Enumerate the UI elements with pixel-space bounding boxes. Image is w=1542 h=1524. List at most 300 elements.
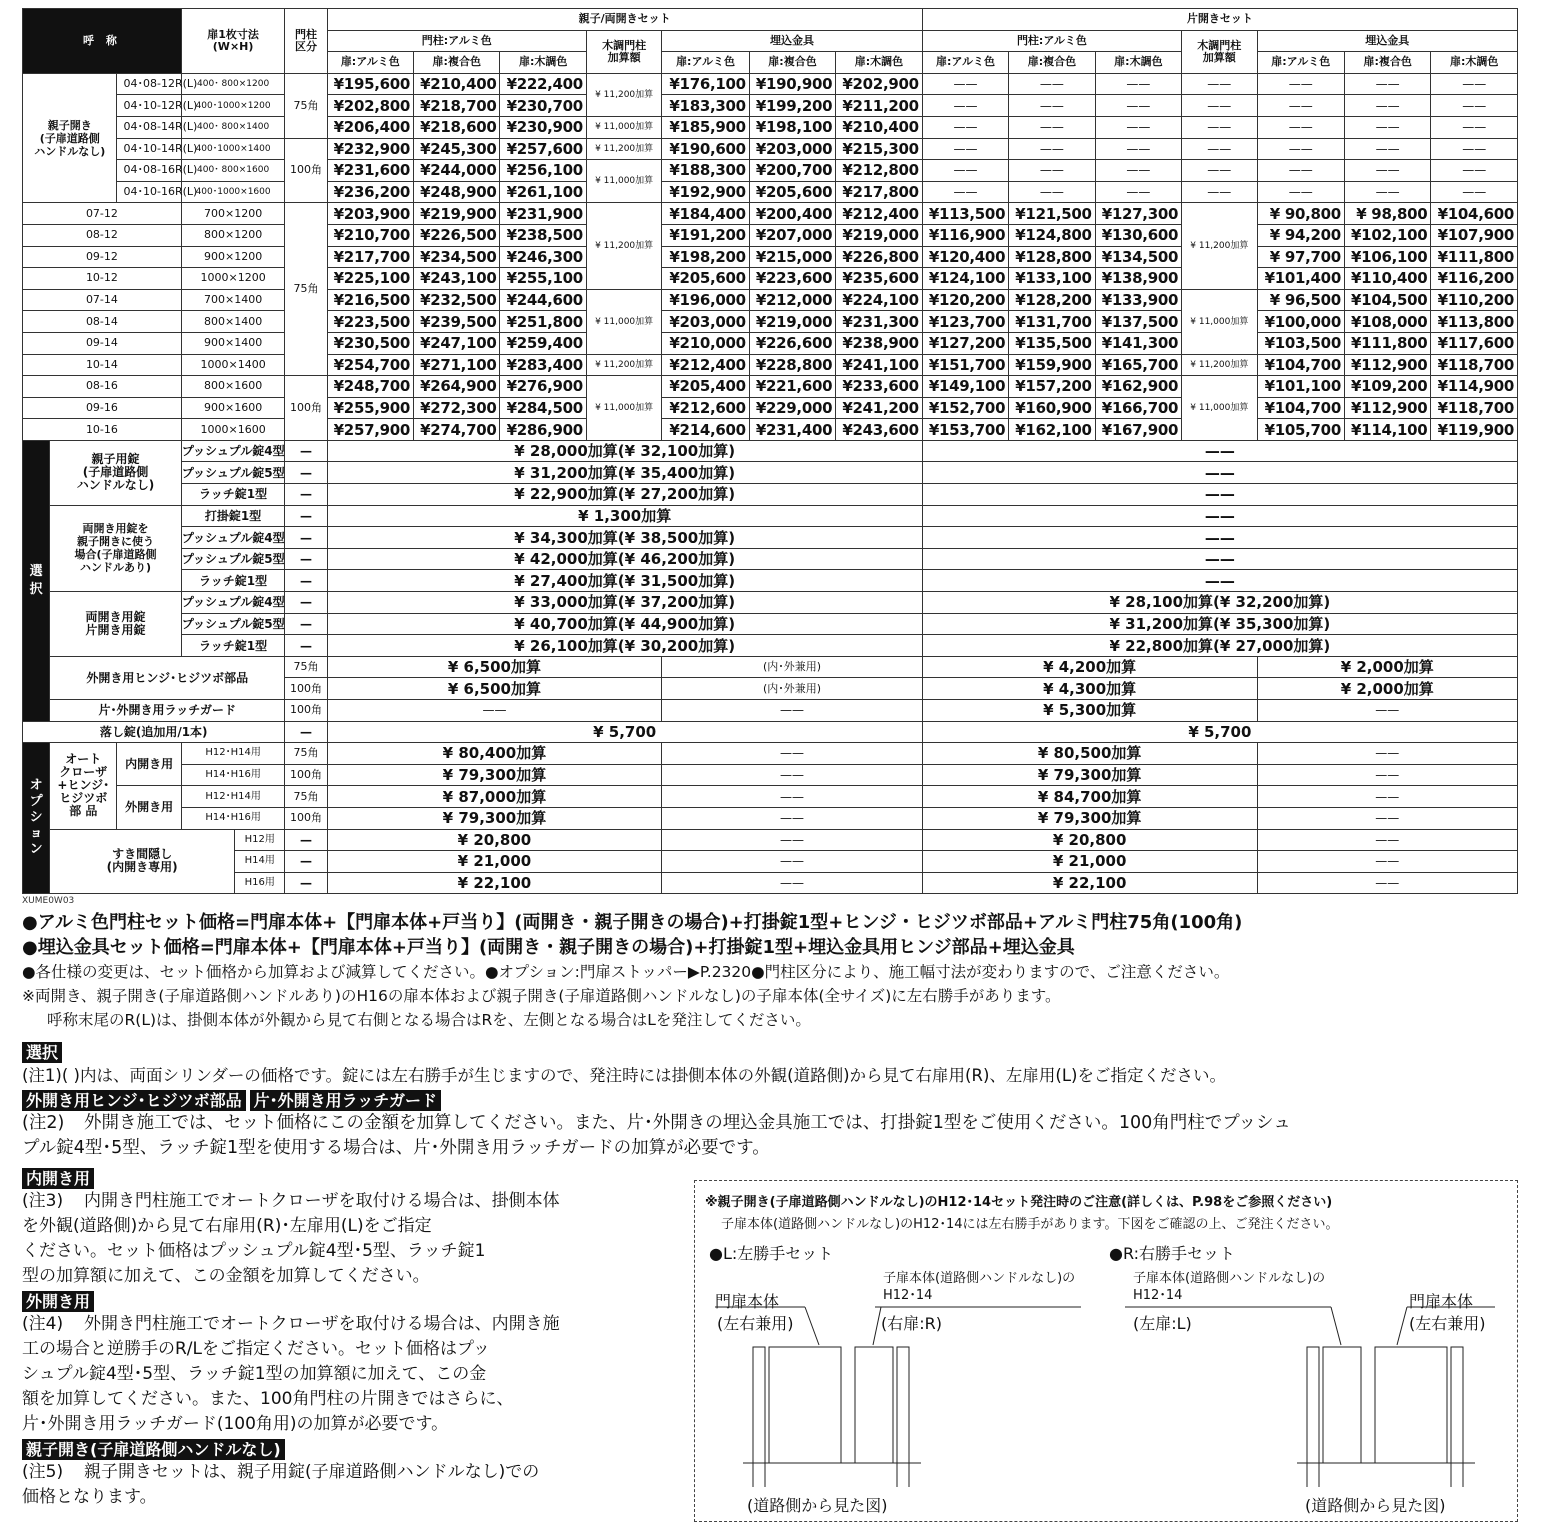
kata-price-alumi: ¥130,600	[1095, 224, 1181, 246]
wood-addon: ¥ 11,200加算	[586, 203, 661, 289]
kata-dash: ——	[1182, 116, 1257, 138]
post-mark: —	[285, 872, 327, 894]
price-alumi-post: ¥206,400	[327, 116, 413, 138]
drop-lock-label: 落し錠(追加用/1本)	[23, 721, 285, 743]
header-kata-group: 片開きセット	[922, 9, 1517, 31]
hinge-alumi-price: ¥ 6,500加算	[327, 656, 662, 678]
kata-price-embed: ¥112,900	[1344, 397, 1430, 419]
left-set-heading: ●L:左勝手セット	[709, 1244, 834, 1263]
table-row	[23, 851, 1518, 873]
price-alumi-post: ¥283,400	[500, 354, 586, 376]
kata-price-embed: ¥103,500	[1257, 332, 1344, 354]
door-size: 400･1000×1400	[181, 138, 285, 160]
option-kata-alumi-price: ¥ 79,300加算	[922, 807, 1257, 829]
kata-price-embed: ¥ 94,200	[1257, 224, 1344, 246]
note5-text-b: 価格となります。	[22, 1487, 157, 1507]
model-name: 04･08-16R(L)	[117, 160, 181, 182]
kata-price-alumi: ¥135,500	[1009, 332, 1095, 354]
option-embed: ——	[662, 807, 922, 829]
kata-dash: ——	[1182, 181, 1257, 203]
gate-drawings	[695, 1181, 1517, 1521]
kata-price-embed: ¥104,700	[1257, 354, 1344, 376]
table-row	[23, 829, 1518, 851]
left-child-side: (右扉:R)	[881, 1314, 942, 1333]
tag-inner: 内開き用	[22, 1168, 94, 1189]
price-embed: ¥212,400	[836, 203, 923, 225]
table-row	[23, 743, 1518, 765]
kata-dash: ——	[1009, 95, 1095, 117]
table-row	[23, 311, 1518, 333]
post-mark: —	[285, 851, 327, 873]
price-alumi-post: ¥248,900	[414, 181, 500, 203]
price-embed: ¥219,000	[836, 224, 923, 246]
table-row	[23, 548, 1518, 570]
price-alumi-post: ¥247,100	[414, 332, 500, 354]
price-alumi-post: ¥223,500	[327, 311, 413, 333]
oyako-lock-price: ¥ 28,000加算(¥ 32,100加算)	[327, 440, 922, 462]
price-alumi-post: ¥251,800	[500, 311, 586, 333]
kata-price-alumi: ¥162,900	[1095, 376, 1181, 398]
select-notes	[22, 1040, 1522, 1161]
kata-price-alumi: ¥121,500	[1009, 203, 1095, 225]
price-alumi-post: ¥255,900	[327, 397, 413, 419]
price-embed: ¥228,800	[749, 354, 835, 376]
kata-price-alumi: ¥133,100	[1009, 268, 1095, 290]
door-size: 1000×1600	[181, 419, 285, 441]
kata-dash: ——	[1344, 138, 1430, 160]
price-alumi-post: ¥236,200	[327, 181, 413, 203]
post-100: 100角	[285, 700, 327, 722]
price-embed: ¥231,400	[749, 419, 835, 441]
model-name: 10-16	[23, 419, 182, 441]
model-name: 07-12	[23, 203, 182, 225]
kata-dash: ——	[1344, 95, 1430, 117]
price-alumi-post: ¥234,500	[414, 246, 500, 268]
option-kata-alumi-price: ¥ 79,300加算	[922, 764, 1257, 786]
table-row	[23, 181, 1518, 203]
right-child-side: (左扉:L)	[1133, 1314, 1192, 1333]
price-alumi-post: ¥276,900	[500, 376, 586, 398]
price-alumi-post: ¥246,300	[500, 246, 586, 268]
kata-price-embed: ¥104,500	[1344, 289, 1430, 311]
table-row	[23, 354, 1518, 376]
right-child-h: H12･14	[1133, 1288, 1183, 1303]
kata-price-alumi: ¥124,100	[922, 268, 1008, 290]
price-embed: ¥205,600	[662, 268, 749, 290]
price-alumi-post: ¥259,400	[500, 332, 586, 354]
kata-dash: ——	[1095, 116, 1181, 138]
post-75: 75角	[285, 203, 327, 376]
kata-price-embed: ¥111,800	[1344, 332, 1430, 354]
table-row	[23, 721, 1518, 743]
table-row	[23, 9, 1518, 31]
latch-guard-label: 片･外開き用ラッチガード	[50, 700, 285, 722]
table-row	[23, 700, 1518, 722]
price-embed: ¥241,200	[836, 397, 923, 419]
kata-price-embed: ¥111,800	[1431, 246, 1518, 268]
option-gap-cover: すき間隠し (内開き専用)	[50, 829, 235, 894]
price-alumi-post: ¥230,900	[500, 116, 586, 138]
kata-dash: ——	[1182, 138, 1257, 160]
select-group-ryobiraki-kata: 両開き用錠 片開き用錠	[50, 592, 182, 657]
kata-dash: ——	[1344, 73, 1430, 95]
price-embed: ¥215,300	[836, 138, 923, 160]
post-mark: —	[285, 613, 327, 635]
note4-text-b: 工の場合と逆勝手のR/Lをご指定ください。セット価格はプッ	[22, 1339, 490, 1359]
wood-addon: ¥ 11,200加算	[586, 73, 661, 116]
kata-dash: ——	[1431, 95, 1518, 117]
kata-price-alumi: ¥152,700	[922, 397, 1008, 419]
kata-price-alumi: ¥120,400	[922, 246, 1008, 268]
header-color-c_moku: 扉:木調色	[836, 52, 923, 74]
kata-price-alumi: ¥120,200	[922, 289, 1008, 311]
price-embed: ¥203,000	[662, 311, 749, 333]
price-embed: ¥210,000	[662, 332, 749, 354]
note5-text-a: 親子開きセットは、親子用錠(子扉道路側ハンドルなし)での	[84, 1462, 540, 1482]
price-embed: ¥202,900	[836, 73, 923, 95]
kata-dash: ——	[1257, 138, 1344, 160]
table-row	[23, 138, 1518, 160]
price-alumi-post: ¥231,900	[500, 203, 586, 225]
kata-lock-price: ¥ 28,100加算(¥ 32,200加算)	[922, 592, 1517, 614]
diagram-title: ※親子開き(子扉道路側ハンドルなし)のH12･14セット発注時のご注意(詳しくは、P.98をご参照ください)	[705, 1195, 1333, 1210]
kata-dash: ——	[1009, 116, 1095, 138]
price-embed: ¥238,900	[836, 332, 923, 354]
wood-addon: ¥ 11,000加算	[586, 160, 661, 203]
option-kata-alumi-price: ¥ 84,700加算	[922, 786, 1257, 808]
option-autocloser: オート クローザ +ヒンジ･ ヒジツボ 部 品	[50, 743, 117, 829]
header-color-c_alumi: 扉:アルミ色	[922, 52, 1008, 74]
kata-price-alumi: ¥160,900	[1009, 397, 1095, 419]
price-alumi-post: ¥218,700	[414, 95, 500, 117]
kata-price-embed: ¥112,900	[1344, 354, 1430, 376]
post-mark: 75角	[285, 786, 327, 808]
kata-dash: ——	[1431, 138, 1518, 160]
kata-dash: ——	[1257, 181, 1344, 203]
post-mark: —	[285, 548, 327, 570]
price-table	[22, 8, 1518, 894]
option-kata-embed: ——	[1257, 851, 1518, 873]
kata-price-alumi: ¥124,800	[1009, 224, 1095, 246]
header-size: 扉1枚寸法 (W×H)	[181, 9, 285, 74]
note5-number: (注5)	[22, 1462, 64, 1482]
post-mark: 100角	[285, 764, 327, 786]
table-row	[23, 592, 1518, 614]
left-main-label: 門扉本体	[715, 1292, 780, 1311]
price-embed: ¥235,600	[836, 268, 923, 290]
header-post: 門柱 区分	[285, 9, 327, 74]
door-size: 400･1000×1600	[181, 181, 285, 203]
post-mark: —	[285, 721, 327, 743]
kata-dash: ——	[1344, 181, 1430, 203]
wood-addon: ¥ 11,200加算	[586, 138, 661, 160]
post-mark: —	[285, 484, 327, 506]
table-row	[23, 635, 1518, 657]
price-embed: ¥207,000	[749, 224, 835, 246]
door-size: 800×1400	[181, 311, 285, 333]
left-child-label: 子扉本体(道路側ハンドルなし)の	[883, 1271, 1076, 1286]
kata-price-embed: ¥105,700	[1257, 419, 1344, 441]
door-size: 900×1600	[181, 397, 285, 419]
wood-addon: ¥ 11,000加算	[586, 289, 661, 354]
model-name: 04･08-14R(L)	[117, 116, 181, 138]
kata-dash: ——	[1009, 138, 1095, 160]
price-alumi-post: ¥219,900	[414, 203, 500, 225]
note4-number: (注4)	[22, 1314, 64, 1334]
post-mark: —	[285, 462, 327, 484]
latch-kata-embed: ——	[1257, 700, 1518, 722]
table-row	[23, 397, 1518, 419]
note-embed-set: ●埋込金具セット価格=門扉本体+【門扉本体+戸当り】(両開き・親子開きの場合)+打掛錠1型+埋込金具用ヒンジ部品+埋込金具	[22, 937, 1075, 958]
price-embed: ¥241,100	[836, 354, 923, 376]
price-embed: ¥192,900	[662, 181, 749, 203]
price-alumi-post: ¥257,600	[500, 138, 586, 160]
price-alumi-post: ¥216,500	[327, 289, 413, 311]
kata-price-alumi: ¥141,300	[1095, 332, 1181, 354]
price-embed: ¥196,000	[662, 289, 749, 311]
kata-dash: ——	[1431, 181, 1518, 203]
post-100: 100角	[285, 678, 327, 700]
option-kata-embed: ——	[1257, 829, 1518, 851]
right-main-sub: (左右兼用)	[1409, 1314, 1486, 1333]
price-embed: ¥210,400	[836, 116, 923, 138]
note3-text-d: 型の加算額に加えて、この金額を加算してください。	[22, 1266, 430, 1286]
table-row	[23, 224, 1518, 246]
kata-lock-price: ——	[922, 440, 1517, 462]
oyako-lock-price: ¥ 31,200加算(¥ 35,400加算)	[327, 462, 922, 484]
handedness-diagram-box	[694, 1180, 1518, 1522]
lock-type: ラッチ錠1型	[181, 635, 285, 657]
model-name: 10-12	[23, 268, 182, 290]
left-caption: (道路側から見た図)	[747, 1496, 888, 1515]
price-alumi-post: ¥230,500	[327, 332, 413, 354]
price-embed: ¥212,800	[836, 160, 923, 182]
option-kata-embed: ——	[1257, 764, 1518, 786]
kata-price-embed: ¥102,100	[1344, 224, 1430, 246]
kata-price-embed: ¥119,900	[1431, 419, 1518, 441]
price-embed: ¥190,900	[749, 73, 835, 95]
option-sub: H16用	[235, 872, 285, 894]
oyako-block-label: 親子開き (子扉道路側 ハンドルなし)	[23, 73, 117, 203]
price-alumi-post: ¥230,700	[500, 95, 586, 117]
lock-type: ラッチ錠1型	[181, 484, 285, 506]
table-row	[23, 376, 1518, 398]
option-alumi-price: ¥ 22,100	[327, 872, 662, 894]
price-embed: ¥229,000	[749, 397, 835, 419]
model-name: 04･10-16R(L)	[117, 181, 181, 203]
door-size: 800×1200	[181, 224, 285, 246]
option-kata-embed: ——	[1257, 743, 1518, 765]
post-mark: —	[285, 527, 327, 549]
wood-addon: ¥ 11,200加算	[586, 354, 661, 376]
table-row	[23, 95, 1518, 117]
kata-hinge-embed-price: ¥ 2,000加算	[1257, 678, 1518, 700]
tag-latch: 片･外開き用ラッチガード	[250, 1090, 441, 1111]
kata-lock-price: ——	[922, 548, 1517, 570]
model-name: 04･08-12R(L)	[117, 73, 181, 95]
price-embed: ¥212,000	[749, 289, 835, 311]
header-color-c_fukugo: 扉:複合色	[414, 52, 500, 74]
kata-price-embed: ¥106,100	[1344, 246, 1430, 268]
kata-price-alumi: ¥128,200	[1009, 289, 1095, 311]
kata-price-embed: ¥117,600	[1431, 332, 1518, 354]
kata-price-alumi: ¥165,700	[1095, 354, 1181, 376]
lock-type: プッシュプル錠4型	[181, 592, 285, 614]
option-kata-alumi-price: ¥ 22,100	[922, 872, 1257, 894]
kata-price-embed: ¥118,700	[1431, 354, 1518, 376]
post-75: 75角	[285, 73, 327, 138]
option-sub: H12･H14用	[181, 786, 285, 808]
post-mark: —	[285, 505, 327, 527]
kata-price-alumi: ¥131,700	[1009, 311, 1095, 333]
note4-text-a: 外開き門柱施工でオートクローザを取付ける場合は、内開き施	[84, 1314, 560, 1334]
header-color-c_fukugo: 扉:複合色	[749, 52, 835, 74]
oyako-lock-price: ¥ 27,400加算(¥ 31,500加算)	[327, 570, 922, 592]
door-size: 1000×1400	[181, 354, 285, 376]
kata-wood-addon: ¥ 11,200加算	[1182, 203, 1257, 289]
lock-type: プッシュプル錠5型	[181, 548, 285, 570]
kata-price-embed: ¥ 98,800	[1344, 203, 1430, 225]
tag-oyako: 親子開き(子扉道路側ハンドルなし)	[22, 1439, 285, 1460]
model-name: 09-16	[23, 397, 182, 419]
kata-price-alumi: ¥134,500	[1095, 246, 1181, 268]
kata-hinge-alumi-price: ¥ 4,300加算	[922, 678, 1257, 700]
select-group-oyako: 親子用錠 (子扉道路側 ハンドルなし)	[50, 440, 182, 505]
model-name: 08-16	[23, 376, 182, 398]
price-embed: ¥221,600	[749, 376, 835, 398]
price-alumi-post: ¥226,500	[414, 224, 500, 246]
kata-price-alumi: ¥133,900	[1095, 289, 1181, 311]
table-row	[23, 73, 1518, 95]
price-alumi-post: ¥284,500	[500, 397, 586, 419]
model-name: 08-12	[23, 224, 182, 246]
option-alumi-price: ¥ 79,300加算	[327, 807, 662, 829]
price-embed: ¥199,200	[749, 95, 835, 117]
table-row	[23, 527, 1518, 549]
kata-price-embed: ¥108,000	[1344, 311, 1430, 333]
post-100: 100角	[285, 138, 327, 203]
kata-price-embed: ¥110,400	[1344, 268, 1430, 290]
table-row	[23, 268, 1518, 290]
door-size: 700×1200	[181, 203, 285, 225]
oyako-lock-price: ¥ 42,000加算(¥ 46,200加算)	[327, 548, 922, 570]
oyako-lock-price: ¥ 40,700加算(¥ 44,900加算)	[327, 613, 922, 635]
kata-price-alumi: ¥137,500	[1095, 311, 1181, 333]
note3-text-a: 内開き門柱施工でオートクローザを取付ける場合は、掛側本体	[84, 1191, 560, 1211]
note2-number: (注2)	[22, 1113, 65, 1133]
kata-price-embed: ¥101,100	[1257, 376, 1344, 398]
option-alumi-price: ¥ 87,000加算	[327, 786, 662, 808]
kata-price-embed: ¥101,400	[1257, 268, 1344, 290]
table-row	[23, 505, 1518, 527]
option-kata-embed: ——	[1257, 807, 1518, 829]
hinge-embed-note: (内･外兼用)	[662, 656, 922, 678]
formula-notes	[22, 910, 1522, 1032]
kata-price-alumi: ¥162,100	[1009, 419, 1095, 441]
kata-lock-price: ——	[922, 505, 1517, 527]
kata-lock-price: ——	[922, 462, 1517, 484]
kata-price-embed: ¥104,600	[1431, 203, 1518, 225]
table-row	[23, 203, 1518, 225]
post-100: 100角	[285, 376, 327, 441]
price-embed: ¥183,300	[662, 95, 749, 117]
price-alumi-post: ¥243,100	[414, 268, 500, 290]
door-size: 400･1000×1200	[181, 95, 285, 117]
option-sub: H14･H16用	[181, 764, 285, 786]
note-spec-change: ●各仕様の変更は、セット価格から加算および減算してください。●オプション:門扉ストッパー▶P.2320●門柱区分により、施工幅寸法が変わりますので、ご注意ください。	[22, 963, 1230, 981]
note4-text-e: 片･外開き用ラッチガード(100角用)の加算が必要です。	[22, 1414, 449, 1434]
header-oyako-group: 親子/両開きセット	[327, 9, 922, 31]
price-embed: ¥191,200	[662, 224, 749, 246]
table-row	[23, 116, 1518, 138]
latch-embed: ——	[662, 700, 922, 722]
price-alumi-post: ¥195,600	[327, 73, 413, 95]
header-kata-embed: 埋込金具	[1257, 30, 1518, 52]
kata-price-alumi: ¥157,200	[1009, 376, 1095, 398]
note4-text-d: 額を加算してください。また、100角門柱の片開きではさらに、	[22, 1389, 514, 1409]
kata-drop-lock-price: ¥ 5,700	[922, 721, 1517, 743]
price-alumi-post: ¥232,900	[327, 138, 413, 160]
post-mark: —	[285, 570, 327, 592]
kata-dash: ——	[1095, 160, 1181, 182]
price-alumi-post: ¥256,100	[500, 160, 586, 182]
diagram-subtitle: 子扉本体(道路側ハンドルなし)のH12･14には左右勝手があります。下図をご確認の上、ご発注ください。	[721, 1217, 1339, 1232]
model-name: 04･10-14R(L)	[117, 138, 181, 160]
table-row	[23, 570, 1518, 592]
option-alumi-price: ¥ 80,400加算	[327, 743, 662, 765]
kata-price-embed: ¥ 96,500	[1257, 289, 1344, 311]
kata-dash: ——	[1257, 73, 1344, 95]
drop-lock-price: ¥ 5,700	[327, 721, 922, 743]
post-75: 75角	[285, 656, 327, 678]
table-row	[23, 160, 1518, 182]
kata-dash: ——	[922, 95, 1008, 117]
price-embed: ¥212,400	[662, 354, 749, 376]
kata-dash: ——	[1009, 73, 1095, 95]
header-kata-wood-post: 木調門柱 加算額	[1182, 30, 1257, 73]
price-alumi-post: ¥245,300	[414, 138, 500, 160]
price-embed: ¥203,000	[749, 138, 835, 160]
oyako-lock-price: ¥ 1,300加算	[327, 505, 922, 527]
kata-dash: ——	[1095, 138, 1181, 160]
table-row	[23, 440, 1518, 462]
kata-dash: ——	[1344, 116, 1430, 138]
option-kata-embed: ——	[1257, 786, 1518, 808]
kata-lock-price: ——	[922, 570, 1517, 592]
kata-price-embed: ¥109,200	[1344, 376, 1430, 398]
table-row	[23, 484, 1518, 506]
price-embed: ¥188,300	[662, 160, 749, 182]
table-row	[23, 246, 1518, 268]
kata-wood-addon: ¥ 11,200加算	[1182, 354, 1257, 376]
kata-price-alumi: ¥116,900	[922, 224, 1008, 246]
kata-price-embed: ¥116,200	[1431, 268, 1518, 290]
table-row	[23, 289, 1518, 311]
header-color-c_moku: 扉:木調色	[1095, 52, 1181, 74]
price-embed: ¥190,600	[662, 138, 749, 160]
oyako-lock-price: ¥ 22,900加算(¥ 27,200加算)	[327, 484, 922, 506]
option-block-label: オ プ シ ョ ン	[23, 743, 50, 894]
kata-price-alumi: ¥127,300	[1095, 203, 1181, 225]
table-row	[23, 807, 1518, 829]
lock-type: プッシュプル錠5型	[181, 613, 285, 635]
kata-price-embed: ¥100,000	[1257, 311, 1344, 333]
hinge-embed-note: (内･外兼用)	[662, 678, 922, 700]
price-embed: ¥205,600	[749, 181, 835, 203]
kata-dash: ——	[1257, 116, 1344, 138]
kata-dash: ——	[1009, 160, 1095, 182]
option-embed: ——	[662, 764, 922, 786]
